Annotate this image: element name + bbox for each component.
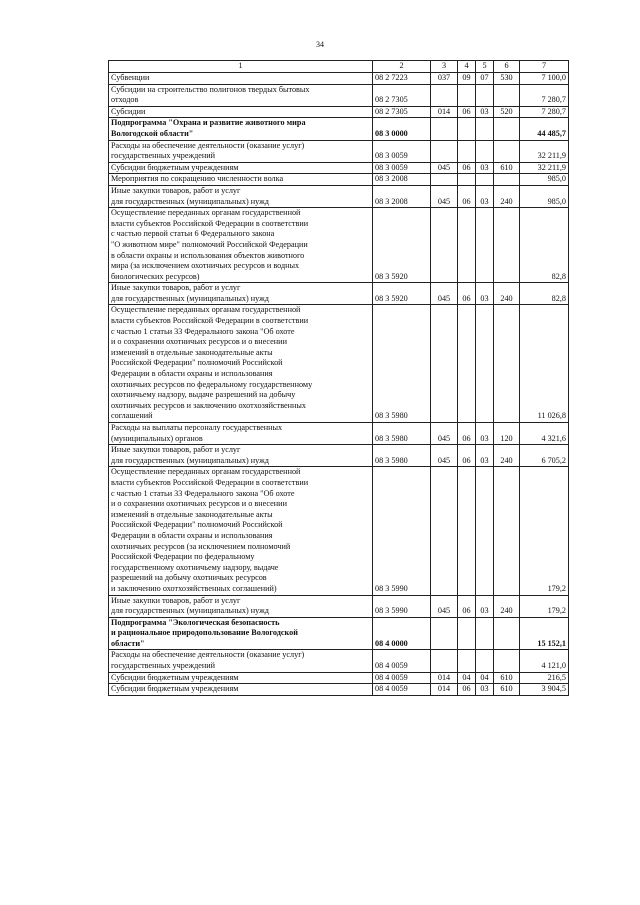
row-col-3 <box>431 174 458 186</box>
row-col-6: 240 <box>494 185 520 207</box>
row-amount: 179,2 <box>520 467 569 595</box>
row-amount: 11 026,8 <box>520 305 569 423</box>
row-name: Расходы на обеспечение деятельности (оказание услуг) государственных учреждений <box>109 650 373 672</box>
table-row <box>109 595 569 617</box>
row-col-3 <box>431 305 458 423</box>
table-row <box>109 208 569 283</box>
table-row <box>109 140 569 162</box>
header-col-2: 2 <box>373 61 431 73</box>
row-col-5 <box>476 617 494 650</box>
table-row <box>109 118 569 140</box>
row-col-6: 610 <box>494 162 520 174</box>
row-name: Осуществление переданных органам государственной власти субъектов Российской Федерации в соответствии с частью первой статьи 6 Федерального закона "О животном мире" полномочий Российской Федерации в области охраны и использования объектов животного мира (за исключением охотничьих ресурсов и водных биологических ресурсов) <box>109 208 373 283</box>
header-col-1: 1 <box>109 61 373 73</box>
row-amount: 179,2 <box>520 595 569 617</box>
row-col-4 <box>458 140 476 162</box>
row-col-4: 06 <box>458 106 476 118</box>
row-col-6 <box>494 305 520 423</box>
row-code: 08 3 0059 <box>373 162 431 174</box>
row-col-6 <box>494 208 520 283</box>
row-col-5 <box>476 305 494 423</box>
table-row <box>109 423 569 445</box>
row-col-3 <box>431 140 458 162</box>
row-col-6 <box>494 617 520 650</box>
row-amount: 4 321,6 <box>520 423 569 445</box>
row-name: Иные закупки товаров, работ и услуг для государственных (муниципальных) нужд <box>109 185 373 207</box>
row-code: 08 3 5980 <box>373 305 431 423</box>
row-code: 08 3 0059 <box>373 140 431 162</box>
row-name: Мероприятия по сокращению численности волка <box>109 174 373 186</box>
row-name: Осуществление переданных органам государственной власти субъектов Российской Федерации в соответствии с частью 1 статьи 33 Федерального закона "Об охоте и о сохранении охотничьих ресурсов и о внесении изменений в отдельные законодательные акты Российской Федерации" полномочий Российской Федерации в области охраны и использования охотничьих ресурсов по федеральному государственному охотничьему надзору, выдаче разрешений на добычу охотничьих ресурсов и заключению охотхозяйственных соглашений <box>109 305 373 423</box>
header-col-4: 4 <box>458 61 476 73</box>
row-amount: 82,8 <box>520 208 569 283</box>
table-row <box>109 684 569 696</box>
row-amount: 7 280,7 <box>520 84 569 106</box>
row-col-3: 045 <box>431 162 458 174</box>
row-col-6: 240 <box>494 445 520 467</box>
row-name: Субсидии <box>109 106 373 118</box>
row-col-4 <box>458 208 476 283</box>
row-col-6 <box>494 84 520 106</box>
row-code: 08 3 5920 <box>373 283 431 305</box>
row-col-4: 06 <box>458 595 476 617</box>
page-number: 34 <box>316 40 324 49</box>
row-amount: 7 100,0 <box>520 73 569 85</box>
row-code: 08 4 0059 <box>373 672 431 684</box>
row-col-3: 014 <box>431 106 458 118</box>
table-row <box>109 185 569 207</box>
row-col-6: 530 <box>494 73 520 85</box>
row-col-4 <box>458 118 476 140</box>
row-name: Иные закупки товаров, работ и услуг для государственных (муниципальных) нужд <box>109 445 373 467</box>
row-col-4 <box>458 467 476 595</box>
row-col-6 <box>494 174 520 186</box>
row-col-3 <box>431 84 458 106</box>
row-col-5: 03 <box>476 185 494 207</box>
row-col-3: 045 <box>431 445 458 467</box>
row-col-4 <box>458 650 476 672</box>
row-col-5: 03 <box>476 423 494 445</box>
row-col-4: 06 <box>458 684 476 696</box>
row-amount: 15 152,1 <box>520 617 569 650</box>
row-code: 08 3 5980 <box>373 445 431 467</box>
row-col-3: 037 <box>431 73 458 85</box>
row-code: 08 3 2008 <box>373 185 431 207</box>
row-amount: 985,0 <box>520 185 569 207</box>
row-amount: 6 705,2 <box>520 445 569 467</box>
row-name: Подпрограмма "Охрана и развитие животного мира Вологодской области" <box>109 118 373 140</box>
row-name: Субвенции <box>109 73 373 85</box>
row-code: 08 2 7305 <box>373 84 431 106</box>
row-col-4: 06 <box>458 283 476 305</box>
row-name: Иные закупки товаров, работ и услуг для государственных (муниципальных) нужд <box>109 595 373 617</box>
row-code: 08 3 0000 <box>373 118 431 140</box>
table-row <box>109 650 569 672</box>
row-code: 08 3 5980 <box>373 423 431 445</box>
row-name: Расходы на выплаты персоналу государственных (муниципальных) органов <box>109 423 373 445</box>
row-col-6 <box>494 650 520 672</box>
header-col-5: 5 <box>476 61 494 73</box>
row-col-3: 014 <box>431 672 458 684</box>
row-col-5: 03 <box>476 595 494 617</box>
row-code: 08 2 7305 <box>373 106 431 118</box>
table-row <box>109 283 569 305</box>
header-row <box>109 61 569 73</box>
row-name: Субсидии бюджетным учреждениям <box>109 162 373 174</box>
budget-table <box>108 60 569 696</box>
row-col-6: 240 <box>494 595 520 617</box>
row-col-6: 240 <box>494 283 520 305</box>
row-col-5: 04 <box>476 672 494 684</box>
row-col-5: 03 <box>476 283 494 305</box>
row-col-4: 09 <box>458 73 476 85</box>
row-amount: 32 211,9 <box>520 162 569 174</box>
row-code: 08 3 2008 <box>373 174 431 186</box>
table-row <box>109 174 569 186</box>
row-col-3: 014 <box>431 684 458 696</box>
row-col-6: 610 <box>494 684 520 696</box>
row-col-5: 03 <box>476 162 494 174</box>
table-row <box>109 672 569 684</box>
table-row <box>109 73 569 85</box>
row-col-4 <box>458 174 476 186</box>
row-code: 08 3 5990 <box>373 595 431 617</box>
row-code: 08 3 5920 <box>373 208 431 283</box>
row-col-5 <box>476 174 494 186</box>
row-name: Расходы на обеспечение деятельности (оказание услуг) государственных учреждений <box>109 140 373 162</box>
row-code: 08 4 0059 <box>373 650 431 672</box>
row-col-3: 045 <box>431 423 458 445</box>
header-col-6: 6 <box>494 61 520 73</box>
row-amount: 82,8 <box>520 283 569 305</box>
row-col-3 <box>431 118 458 140</box>
row-amount: 44 485,7 <box>520 118 569 140</box>
row-name: Субсидии на строительство полигонов твердых бытовых отходов <box>109 84 373 106</box>
row-col-3 <box>431 650 458 672</box>
row-name: Иные закупки товаров, работ и услуг для государственных (муниципальных) нужд <box>109 283 373 305</box>
row-amount: 3 904,5 <box>520 684 569 696</box>
row-col-6: 610 <box>494 672 520 684</box>
row-col-5 <box>476 467 494 595</box>
row-col-5: 03 <box>476 684 494 696</box>
row-name: Субсидии бюджетным учреждениям <box>109 684 373 696</box>
row-amount: 216,5 <box>520 672 569 684</box>
table-row <box>109 106 569 118</box>
row-col-4 <box>458 84 476 106</box>
row-amount: 32 211,9 <box>520 140 569 162</box>
table-row <box>109 305 569 423</box>
header-col-7: 7 <box>520 61 569 73</box>
header-col-3: 3 <box>431 61 458 73</box>
row-col-6 <box>494 467 520 595</box>
row-name: Субсидии бюджетным учреждениям <box>109 672 373 684</box>
row-col-3 <box>431 467 458 595</box>
row-col-3 <box>431 208 458 283</box>
row-col-6 <box>494 140 520 162</box>
row-col-5 <box>476 118 494 140</box>
row-col-5: 03 <box>476 445 494 467</box>
row-col-3 <box>431 617 458 650</box>
row-amount: 7 280,7 <box>520 106 569 118</box>
row-col-5: 07 <box>476 73 494 85</box>
table-row <box>109 162 569 174</box>
table-row <box>109 617 569 650</box>
row-col-6: 520 <box>494 106 520 118</box>
row-col-4: 06 <box>458 185 476 207</box>
row-col-4: 06 <box>458 423 476 445</box>
row-col-5: 03 <box>476 106 494 118</box>
row-code: 08 4 0000 <box>373 617 431 650</box>
row-col-6: 120 <box>494 423 520 445</box>
row-amount: 985,0 <box>520 174 569 186</box>
table-row <box>109 445 569 467</box>
row-col-4 <box>458 305 476 423</box>
table-row <box>109 467 569 595</box>
row-col-4 <box>458 617 476 650</box>
row-col-6 <box>494 118 520 140</box>
row-name: Подпрограмма "Экологическая безопасность и рациональное природопользование Вологодской области" <box>109 617 373 650</box>
row-amount: 4 121,0 <box>520 650 569 672</box>
row-col-4: 06 <box>458 445 476 467</box>
row-col-3: 045 <box>431 185 458 207</box>
row-col-5 <box>476 140 494 162</box>
row-col-5 <box>476 84 494 106</box>
table-row <box>109 84 569 106</box>
row-col-4: 06 <box>458 162 476 174</box>
row-code: 08 3 5990 <box>373 467 431 595</box>
row-col-3: 045 <box>431 595 458 617</box>
row-col-3: 045 <box>431 283 458 305</box>
row-col-4: 04 <box>458 672 476 684</box>
row-name: Осуществление переданных органам государственной власти субъектов Российской Федерации в соответствии с частью 1 статьи 33 Федерального закона "Об охоте и о сохранении охотничьих ресурсов и о внесении изменений в отдельные законодательные акты Российской Федерации" полномочий Российской Федерации в области охраны и использования охотничьих ресурсов (за исключением полномочий Российской Федерации по федеральному государственному охотничьему надзору, выдаче разрешений на добычу охотничьих ресурсов и заключению охотхозяйственных соглашений) <box>109 467 373 595</box>
row-code: 08 4 0059 <box>373 684 431 696</box>
row-code: 08 2 7223 <box>373 73 431 85</box>
row-col-5 <box>476 208 494 283</box>
row-col-5 <box>476 650 494 672</box>
